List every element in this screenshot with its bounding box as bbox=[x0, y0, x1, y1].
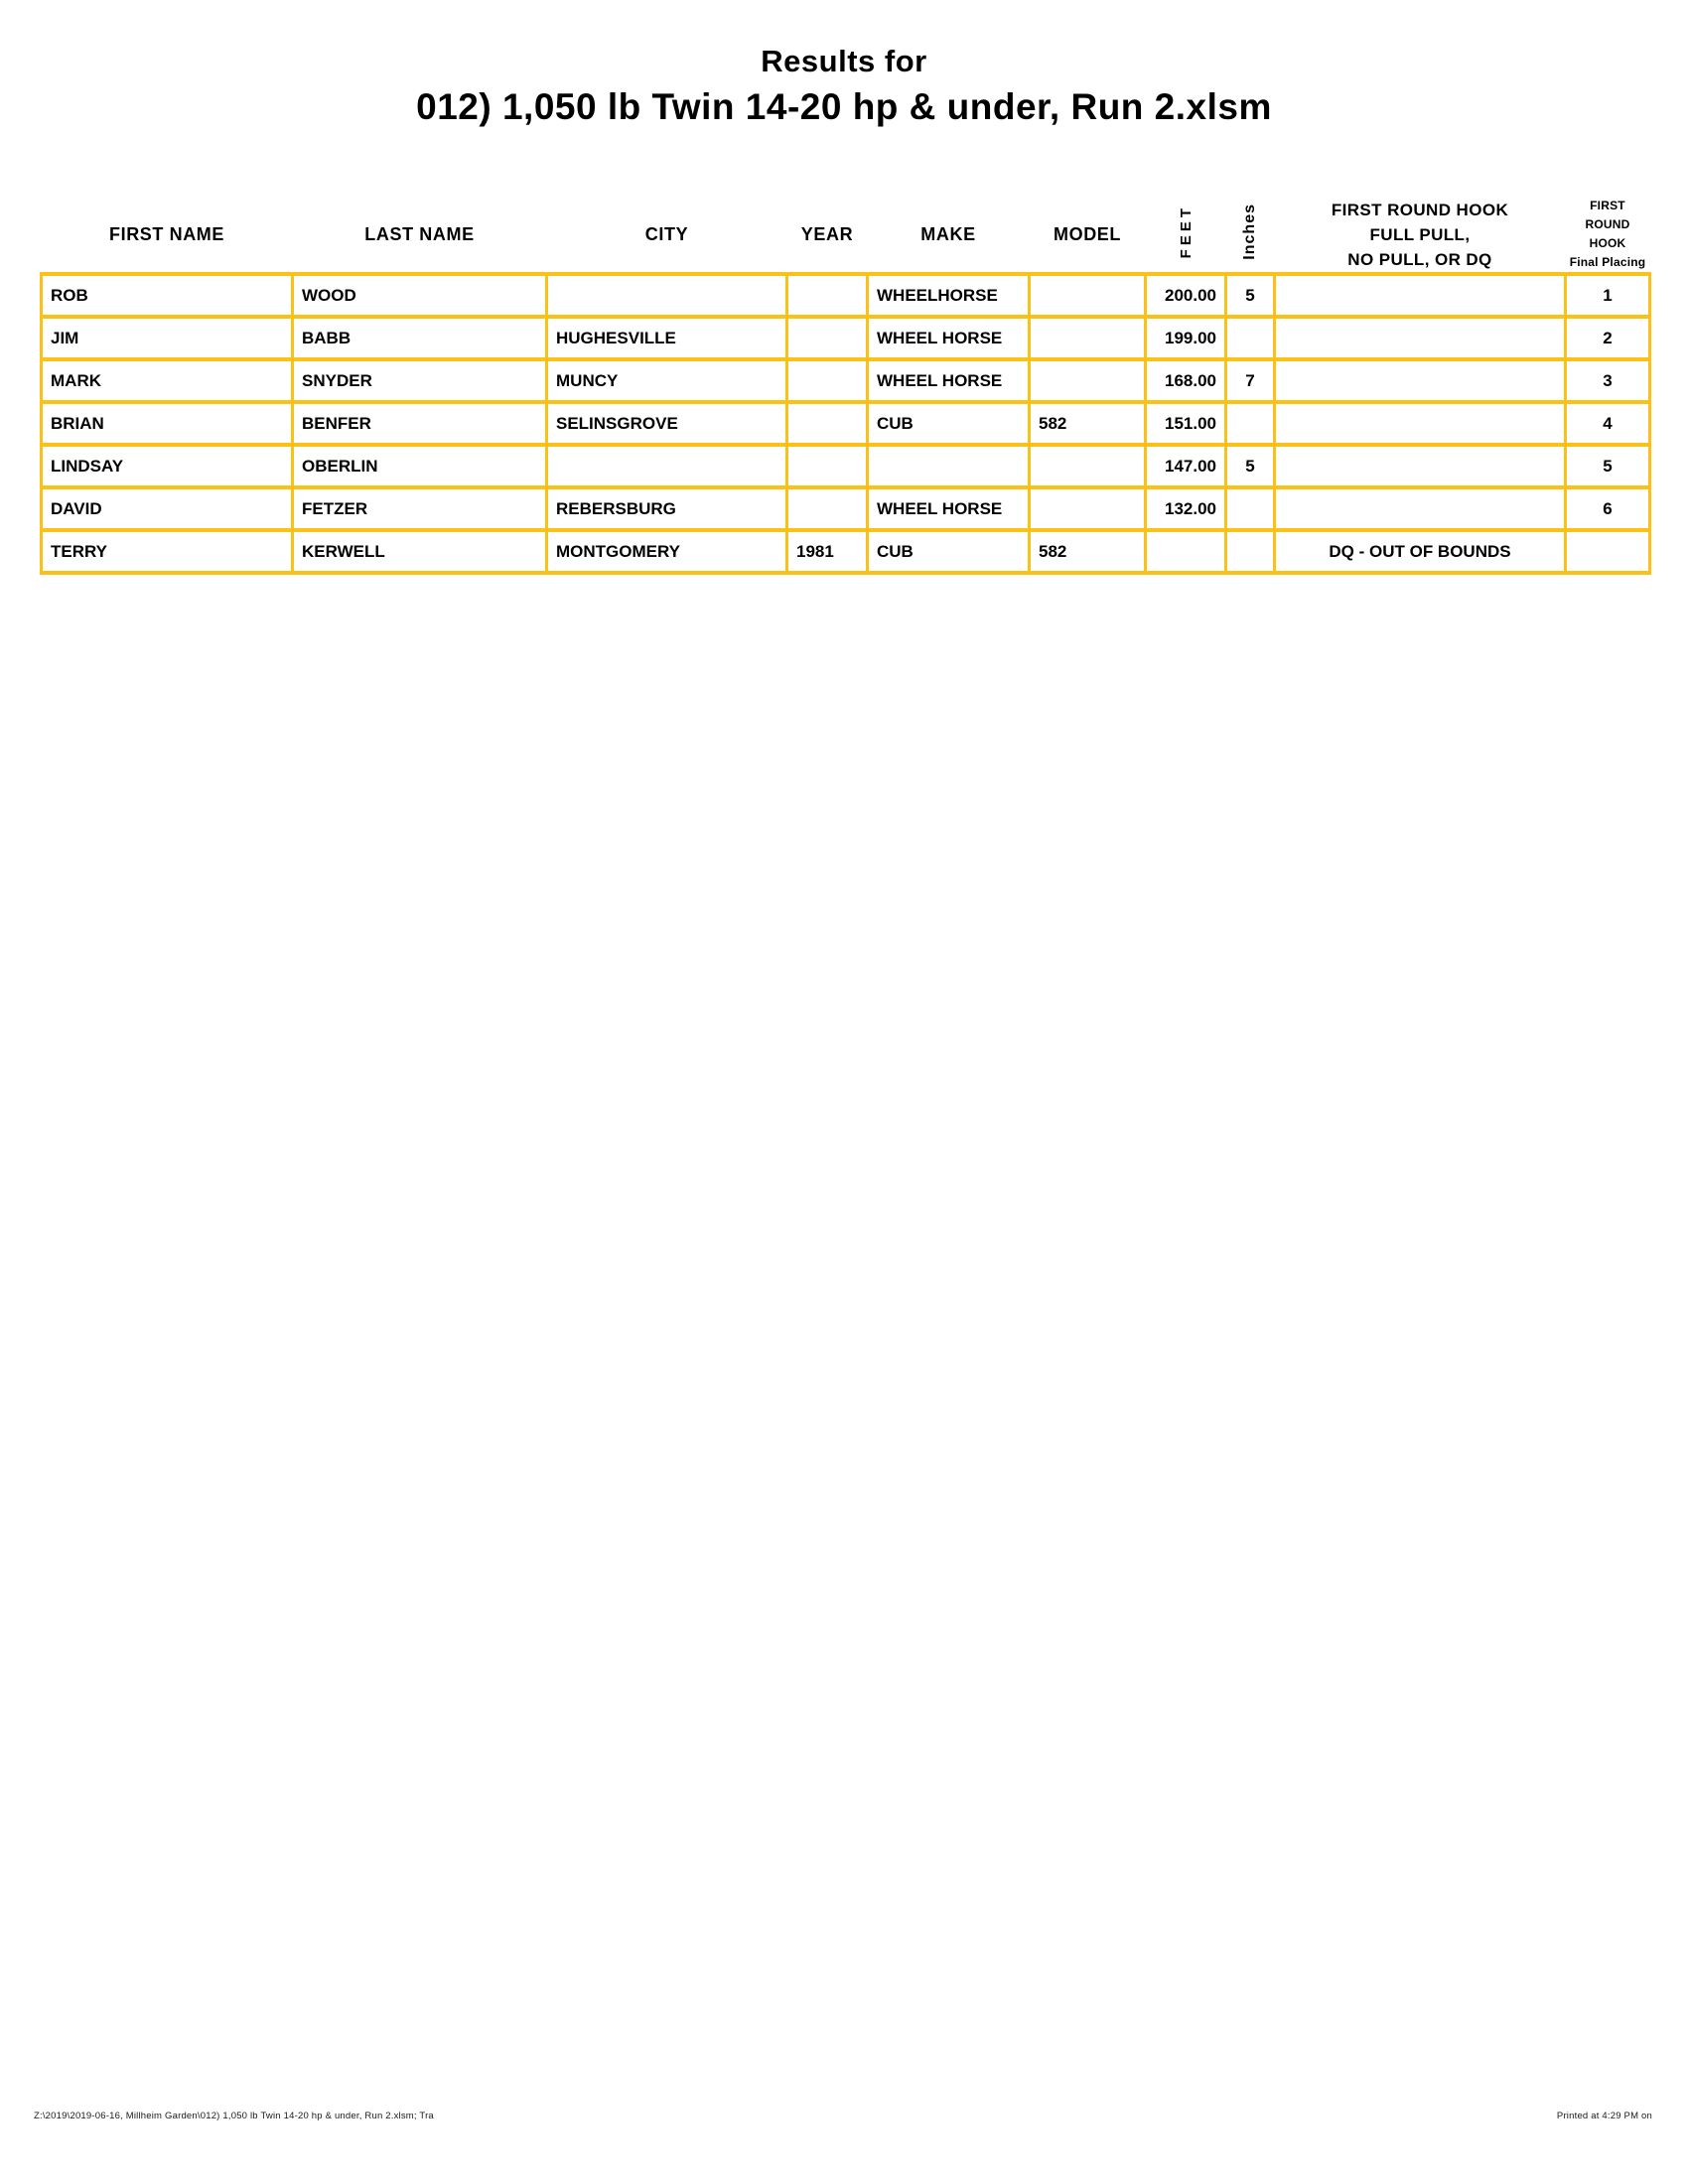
cell-city bbox=[547, 445, 787, 487]
cell-first-name: JIM bbox=[42, 317, 293, 359]
cell-final-placing bbox=[1566, 530, 1650, 573]
col-header-feet bbox=[1146, 197, 1226, 274]
cell-feet: 199.00 bbox=[1146, 317, 1226, 359]
cell-feet: 132.00 bbox=[1146, 487, 1226, 530]
page-title-line2: 012) 1,050 lb Twin 14-20 hp & under, Run 2.xlsm bbox=[416, 86, 1272, 127]
cell-hook-result bbox=[1275, 274, 1566, 317]
col-header-model bbox=[1030, 197, 1146, 274]
table-row bbox=[42, 274, 1650, 317]
cell-last-name: BABB bbox=[293, 317, 547, 359]
table-row bbox=[42, 359, 1650, 402]
cell-make: CUB bbox=[868, 402, 1030, 445]
cell-make: WHEEL HORSE bbox=[868, 487, 1030, 530]
cell-make: CUB bbox=[868, 530, 1030, 573]
table-row bbox=[42, 445, 1650, 487]
cell-year bbox=[787, 359, 868, 402]
cell-inches: 7 bbox=[1226, 359, 1275, 402]
table-row bbox=[42, 487, 1650, 530]
cell-make: WHEEL HORSE bbox=[868, 317, 1030, 359]
table-header-row bbox=[42, 197, 1650, 274]
cell-year bbox=[787, 274, 868, 317]
cell-make bbox=[868, 445, 1030, 487]
cell-city: REBERSBURG bbox=[547, 487, 787, 530]
page-title-line1: Results for bbox=[761, 44, 927, 78]
col-header-year bbox=[787, 197, 868, 274]
cell-city: MONTGOMERY bbox=[547, 530, 787, 573]
cell-feet: 151.00 bbox=[1146, 402, 1226, 445]
cell-first-name: MARK bbox=[42, 359, 293, 402]
col-header-year-label: YEAR bbox=[800, 223, 854, 244]
cell-city bbox=[547, 274, 787, 317]
cell-year: 1981 bbox=[787, 530, 868, 573]
cell-final-placing: 4 bbox=[1566, 402, 1650, 445]
cell-inches bbox=[1226, 530, 1275, 573]
cell-hook-result bbox=[1275, 359, 1566, 402]
cell-last-name: WOOD bbox=[293, 274, 547, 317]
cell-hook-result bbox=[1275, 445, 1566, 487]
footer-file-path: Z:\2019\2019-06-16, Millheim Garden\012) 1,050 lb Twin 14-20 hp & under, Run 2.xlsm; Tra bbox=[34, 2111, 434, 2121]
cell-hook-result bbox=[1275, 487, 1566, 530]
cell-hook-result: DQ - OUT OF BOUNDS bbox=[1275, 530, 1566, 573]
cell-model bbox=[1030, 487, 1146, 530]
cell-feet: 168.00 bbox=[1146, 359, 1226, 402]
cell-make: WHEELHORSE bbox=[868, 274, 1030, 317]
cell-year bbox=[787, 445, 868, 487]
col-header-first-name bbox=[42, 197, 293, 274]
cell-inches bbox=[1226, 487, 1275, 530]
col-header-make-label: MAKE bbox=[920, 223, 976, 244]
col-header-final-placing bbox=[1566, 197, 1650, 274]
cell-first-name: BRIAN bbox=[42, 402, 293, 445]
col-header-first-name-label: FIRST NAME bbox=[109, 223, 224, 244]
cell-last-name: OBERLIN bbox=[293, 445, 547, 487]
cell-inches: 5 bbox=[1226, 274, 1275, 317]
cell-feet: 200.00 bbox=[1146, 274, 1226, 317]
cell-hook-result bbox=[1275, 317, 1566, 359]
col-header-model-label: MODEL bbox=[1054, 223, 1121, 244]
cell-city: HUGHESVILLE bbox=[547, 317, 787, 359]
cell-first-name: DAVID bbox=[42, 487, 293, 530]
col-header-make bbox=[868, 197, 1030, 274]
cell-final-placing: 5 bbox=[1566, 445, 1650, 487]
cell-final-placing: 1 bbox=[1566, 274, 1650, 317]
cell-model bbox=[1030, 359, 1146, 402]
table-row bbox=[42, 530, 1650, 573]
page-title bbox=[0, 42, 1688, 133]
cell-hook-result bbox=[1275, 402, 1566, 445]
cell-model bbox=[1030, 317, 1146, 359]
cell-last-name: KERWELL bbox=[293, 530, 547, 573]
col-header-inches-label: Inches bbox=[1241, 204, 1258, 260]
footer-print-timestamp: Printed at 4:29 PM on bbox=[1556, 2111, 1652, 2121]
table-row bbox=[42, 402, 1650, 445]
cell-city: MUNCY bbox=[547, 359, 787, 402]
cell-make: WHEEL HORSE bbox=[868, 359, 1030, 402]
cell-last-name: SNYDER bbox=[293, 359, 547, 402]
cell-model: 582 bbox=[1030, 530, 1146, 573]
cell-inches bbox=[1226, 402, 1275, 445]
col-header-city-label: CITY bbox=[644, 223, 689, 244]
cell-feet: 147.00 bbox=[1146, 445, 1226, 487]
table-row bbox=[42, 317, 1650, 359]
cell-first-name: TERRY bbox=[42, 530, 293, 573]
cell-city: SELINSGROVE bbox=[547, 402, 787, 445]
cell-year bbox=[787, 402, 868, 445]
cell-feet bbox=[1146, 530, 1226, 573]
cell-year bbox=[787, 317, 868, 359]
cell-last-name: FETZER bbox=[293, 487, 547, 530]
cell-model: 582 bbox=[1030, 402, 1146, 445]
col-header-placing-line3: Final Placing bbox=[1569, 255, 1646, 269]
col-header-feet-label: FEET bbox=[1177, 205, 1195, 259]
cell-model bbox=[1030, 445, 1146, 487]
cell-final-placing: 3 bbox=[1566, 359, 1650, 402]
col-header-last-name bbox=[293, 197, 547, 274]
cell-year bbox=[787, 487, 868, 530]
cell-inches bbox=[1226, 317, 1275, 359]
col-header-first-round-hook bbox=[1275, 197, 1566, 274]
col-header-hook-line1: FIRST ROUND HOOK bbox=[1331, 200, 1509, 219]
results-table bbox=[40, 197, 1651, 575]
col-header-inches bbox=[1226, 197, 1275, 274]
cell-inches: 5 bbox=[1226, 445, 1275, 487]
col-header-last-name-label: LAST NAME bbox=[364, 223, 475, 244]
cell-last-name: BENFER bbox=[293, 402, 547, 445]
cell-first-name: ROB bbox=[42, 274, 293, 317]
col-header-city bbox=[547, 197, 787, 274]
col-header-placing-line1: FIRST ROUND bbox=[1585, 199, 1630, 231]
cell-final-placing: 2 bbox=[1566, 317, 1650, 359]
col-header-hook-line2: FULL PULL, bbox=[1369, 224, 1471, 244]
col-header-hook-line3: NO PULL, OR DQ bbox=[1347, 249, 1492, 269]
cell-final-placing: 6 bbox=[1566, 487, 1650, 530]
col-header-placing-line2: HOOK bbox=[1589, 236, 1626, 250]
cell-model bbox=[1030, 274, 1146, 317]
cell-first-name: LINDSAY bbox=[42, 445, 293, 487]
